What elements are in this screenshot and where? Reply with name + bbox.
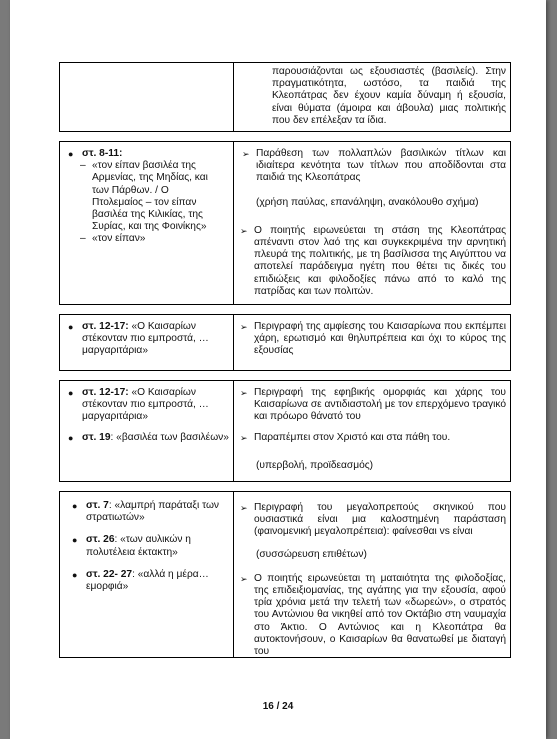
- list-item: [72, 534, 229, 558]
- list-item: [72, 500, 229, 524]
- quote-text: «τον είπαν βασιλέα της Αρμενίας, της Μηδίας, και των Πάρθων. / Ο Πτολεμαίος – τον είπαν βασιλέα της Κιλικίας, της Συρίας, και της Φοινίκης»: [92, 160, 208, 233]
- quote-text: : «βασιλέα των βασιλέων»: [110, 431, 229, 443]
- bullet-icon: ●: [68, 388, 74, 399]
- table-row: [60, 492, 511, 658]
- right-cell: [234, 492, 511, 658]
- bullet-icon: ●: [68, 322, 74, 333]
- quote-text: «Ο Καισαρίων στέκονταν πιο εμπροστά, … μαργαριτάρια»: [82, 387, 209, 423]
- left-cell: [60, 315, 234, 371]
- bullet-icon: ●: [72, 535, 78, 546]
- arrow-bullet-icon: ➢: [240, 432, 248, 443]
- list-item: [68, 432, 229, 444]
- right-cell: [234, 142, 511, 305]
- verse-ref: στ. 19: [82, 431, 111, 443]
- note: (συσσώρευση επιθέτων): [256, 548, 367, 560]
- quote-text: «Ο Καισαρίων στέκονταν πιο εμπροστά, … μαργαριτάρια»: [82, 321, 209, 357]
- verse-ref: στ. 8-11:: [82, 148, 123, 160]
- verse-ref: στ. 7: [86, 500, 109, 512]
- arrow-bullet-icon: ➢: [240, 388, 248, 399]
- list-item: [240, 321, 506, 358]
- sub-item: [68, 233, 229, 245]
- list-item: [240, 573, 506, 656]
- dash-icon: –: [80, 233, 86, 245]
- left-cell-empty: [60, 63, 234, 132]
- paragraph: Ο ποιητής ειρωνεύεται τη στάση της Κλεοπάτρας απέναντι στον λαό της και συγκεκριμένα την αρνητική πλευρά της πολιτικής, με τη βασίλισσα της Αιγύπτου να αποτελεί παράδειγμα ηγέτη που θέτει τις δικές του επιδιώξεις και φιλοδοξίες πάνω από το καλό της πατρίδας και των πολιτών.: [254, 224, 506, 297]
- table-row: [60, 381, 511, 482]
- list-item: [240, 432, 506, 444]
- list-item: [68, 321, 229, 358]
- paragraph: Περιγραφή του μεγαλοπρεπούς σκηνικού που ουσιαστικά είναι μια καλοστημένη παράσταση (φαινομενική μεγαλοπρέπεια): φαίνεσθαι vs είναι: [254, 502, 506, 538]
- list-item: [240, 387, 506, 424]
- analysis-table: [59, 62, 511, 658]
- right-cell: [234, 63, 511, 132]
- list-item: [240, 148, 506, 185]
- arrow-bullet-icon: ➢: [240, 322, 248, 333]
- right-cell: [234, 315, 511, 371]
- arrow-bullet-icon: ➢: [242, 149, 250, 160]
- bullet-icon: ●: [68, 149, 74, 160]
- paragraph: Περιγραφή της αμφίεσης του Καισαρίωνα που εκπέμπει χάρη, ερωτισμό και θηλυπρέπεια και όχι το κύρος της εξουσίας: [254, 321, 506, 357]
- left-cell: [60, 492, 234, 658]
- paragraph: Ο ποιητής ειρωνεύεται τη ματαιότητα της φιλοδοξίας, της επιδειξιομανίας, της αγάπης για την εξουσία, αφού τρία χρόνια μετά την τελετή των «δωρεών», ο στρατός του Αντώνιου θα νικηθεί από τον Οκτάβιο στη ναυμαχία στο Άκτιο. Ο Αντώνιος και η Κλεοπάτρα θα αυτοκτονήσουν, ο Καισαρίων θα θανατωθεί με διαταγή του: [254, 572, 506, 657]
- page-number: 16 / 24: [262, 701, 294, 712]
- paragraph: Περιγραφή της εφηβικής ομορφιάς και χάρης του Καισαρίωνα σε αντιδιαστολή με τον επερχόμενο τραγικό και πρόωρο θάνατό του: [254, 387, 506, 423]
- table-row: [60, 63, 511, 132]
- paragraph: παρουσιάζονται ως εξουσιαστές (βασιλείς). Στην πραγματικότητα, ωστόσο, τα παιδιά της Κλεοπάτρας δεν έχουν καμία δύναμη ή εξουσία, είναι θύματα (άμοιρα και άβουλα) μιας πολιτικής που δεν επέλεξαν τα ίδια.: [272, 66, 506, 126]
- bullet-icon: ●: [72, 569, 78, 580]
- bullet-icon: ●: [72, 501, 78, 512]
- list-item: [72, 569, 229, 593]
- list-item: [68, 148, 229, 160]
- paragraph: Παραπέμπει στον Χριστό και στα πάθη του.: [254, 431, 451, 443]
- document-page: [10, 0, 546, 739]
- quote-text: : «των αυλικών η πολυτέλεια έκτακτη»: [86, 534, 191, 558]
- arrow-bullet-icon: ➢: [240, 225, 248, 236]
- list-item: [240, 225, 506, 298]
- sub-item: [68, 160, 229, 233]
- verse-ref: στ. 12-17:: [82, 321, 129, 333]
- bullet-icon: ●: [68, 432, 74, 443]
- note: (υπερβολή, προϊδεασμός): [256, 459, 374, 471]
- dash-icon: –: [80, 160, 86, 172]
- verse-ref: στ. 22- 27: [86, 568, 133, 580]
- left-cell: [60, 142, 234, 305]
- quote-text: «τον είπαν»: [92, 233, 146, 245]
- quote-text: : «αλλά η μέρα… εμορφιά»: [86, 568, 209, 593]
- table-row: [60, 142, 511, 305]
- note: (χρήση παύλας, επανάληψη, ανακόλουθο σχήμα): [256, 196, 479, 208]
- left-cell: [60, 381, 234, 482]
- paragraph: Παράθεση των πολλαπλών βασιλικών τίτλων και ιδιαίτερα κενότητα των τίτλων που αποδίδονται στα παιδιά της Κλεοπάτρας: [256, 148, 506, 184]
- table-row: [60, 315, 511, 371]
- verse-ref: στ. 26: [86, 534, 115, 546]
- right-cell: [234, 381, 511, 482]
- list-item: [68, 387, 229, 424]
- arrow-bullet-icon: ➢: [240, 573, 248, 584]
- quote-text: : «λαμπρή παράταξι των στρατιωτών»: [86, 500, 220, 524]
- arrow-bullet-icon: ➢: [240, 503, 248, 514]
- list-item: [240, 502, 506, 539]
- verse-ref: στ. 12-17:: [82, 387, 129, 399]
